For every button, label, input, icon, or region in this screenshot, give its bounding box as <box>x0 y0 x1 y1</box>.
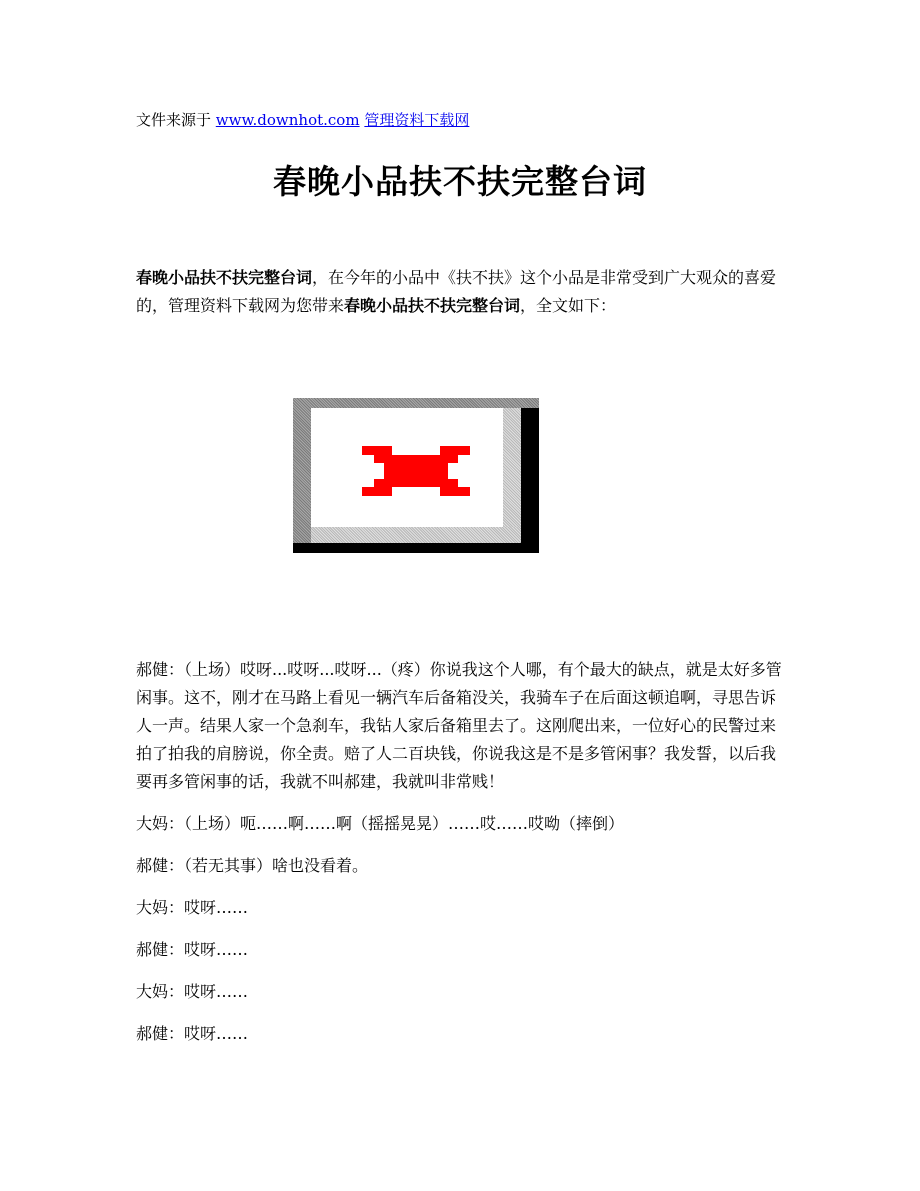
broken-image-icon <box>362 446 470 496</box>
dialogue-line: 大妈：（上场）呃……啊……啊（摇摇晃晃）……哎……哎呦（摔倒） <box>136 814 625 833</box>
dialogue-line: 大妈：哎呀…… <box>136 982 249 1001</box>
intro-text-1: ，在今年的小品中《扶不扶》这个小品是非常受到广大观众的喜爱的，管理资料下载网为您带来 <box>136 268 777 315</box>
source-link-url[interactable]: www.downhot.com <box>215 111 360 129</box>
image-shadow-bottom <box>293 543 539 553</box>
image-inner-shadow-bottom <box>311 527 521 543</box>
source-link-site[interactable]: 管理资料下载网 <box>364 111 470 129</box>
document-title: 春晚小品扶不扶完整台词 <box>273 162 647 201</box>
dialogue-line: 郝健：（上场）哎呀...哎呀...哎呀...（疼）你说我这个人哪，有个最大的缺点，就是太好多管闲事。这不，刚才在马路上看见一辆汽车后备箱没关，我骑车子在后面这顿追啊，寻思告诉人一声。结果人家一个急刹车，我钻人家后备箱里去了。这刚爬出来，一位好心的民警过来拍了拍我的肩膀说，你全责。赔了人二百块钱，你说我这是不是多管闲事？我发誓，以后我要再多管闲事的话，我就不叫郝建，我就叫非常贱！ <box>136 660 782 791</box>
dialogue-line: 大妈：哎呀…… <box>136 898 249 917</box>
image-shadow-right <box>521 408 539 543</box>
intro-bold-title-1: 春晚小品扶不扶完整台词 <box>136 268 313 287</box>
dialogue-section <box>136 656 788 1062</box>
dialogue-line: 郝健：哎呀…… <box>136 940 249 959</box>
source-prefix: 文件来源于 <box>136 111 216 129</box>
source-line <box>136 110 469 130</box>
intro-text-2: ，全文如下： <box>520 296 617 315</box>
image-inner-shadow-right <box>503 408 521 543</box>
dialogue-line: 郝健：（若无其事）啥也没看着。 <box>136 856 369 875</box>
intro-bold-title-2: 春晚小品扶不扶完整台词 <box>344 296 521 315</box>
dialogue-line: 郝健：哎呀…… <box>136 1024 249 1043</box>
intro-paragraph <box>136 264 786 320</box>
